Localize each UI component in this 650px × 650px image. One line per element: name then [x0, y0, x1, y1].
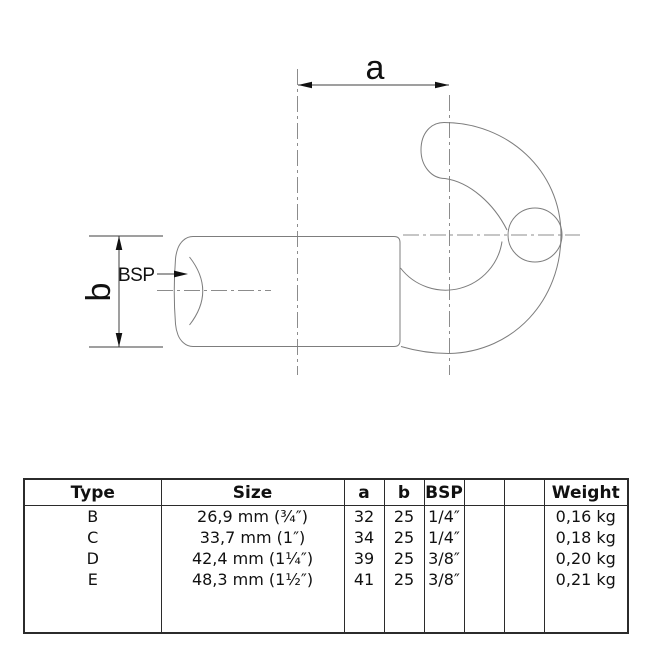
table-row: [24, 569, 628, 590]
cell-a: 41: [344, 569, 384, 590]
cell-b: 25: [384, 527, 424, 548]
cell-a: 39: [344, 548, 384, 569]
cell-type: B: [87, 507, 99, 526]
cell-b: 25: [384, 506, 424, 528]
cell-weight: 0,21 kg: [544, 569, 628, 590]
spec-table: [23, 478, 629, 634]
cell-weight: 0,18 kg: [544, 527, 628, 548]
dim-a-label: a: [365, 49, 385, 87]
cell-b: 25: [384, 569, 424, 590]
header-empty-1: [464, 479, 504, 506]
cell-empty-1: [464, 569, 504, 590]
dim-b-label: b: [80, 282, 118, 302]
header-a: a: [344, 479, 384, 506]
header-type: Type: [24, 479, 161, 506]
cell-a: 32: [344, 506, 384, 528]
dimension-a: [298, 49, 449, 88]
cell-size: 33,7 mm (1″): [161, 527, 344, 548]
cell-weight: 0,16 kg: [544, 506, 628, 528]
cell-bsp: 3/8″: [424, 548, 464, 569]
cell-bsp: 1/4″: [424, 506, 464, 528]
table-row: [24, 527, 628, 548]
cell-size: 42,4 mm (1¼″): [161, 548, 344, 569]
cell-empty-1: [464, 527, 504, 548]
cell-empty-2: [504, 506, 544, 528]
dim-a-arrow-left: [298, 82, 312, 89]
bsp-arrow-head: [174, 271, 188, 278]
cell-type: E: [87, 570, 98, 589]
hook-inner-arc: [401, 242, 503, 291]
cell-empty-2: [504, 527, 544, 548]
sleeve-outline: [174, 237, 400, 347]
fitting-outline: [174, 123, 562, 354]
cell-empty-1: [464, 548, 504, 569]
header-size: Size: [161, 479, 344, 506]
cell-a: 34: [344, 527, 384, 548]
dim-b-arrow-top: [116, 236, 123, 250]
hook-outline: [401, 123, 561, 354]
table-spacer-row: [24, 590, 628, 633]
bsp-label: BSP: [118, 265, 155, 286]
cell-weight: 0,20 kg: [544, 548, 628, 569]
cell-size: 48,3 mm (1½″): [161, 569, 344, 590]
dimension-b: [80, 236, 163, 347]
header-empty-2: [504, 479, 544, 506]
cell-size: 26,9 mm (¾″): [161, 506, 344, 528]
center-lines: [157, 69, 580, 375]
cell-bsp: 3/8″: [424, 569, 464, 590]
cell-type: D: [86, 549, 99, 568]
cell-bsp: 1/4″: [424, 527, 464, 548]
cell-empty-1: [464, 506, 504, 528]
dim-a-arrow-right: [435, 82, 449, 89]
table-row: [24, 548, 628, 569]
table-row: [24, 506, 628, 528]
cell-empty-2: [504, 569, 544, 590]
header-bsp: BSP: [424, 479, 464, 506]
header-weight: Weight: [544, 479, 628, 506]
spec-table-header-row: [24, 479, 628, 506]
header-b: b: [384, 479, 424, 506]
cell-empty-2: [504, 548, 544, 569]
cell-type: C: [87, 528, 99, 547]
dim-b-arrow-bottom: [116, 333, 123, 347]
bsp-callout: [118, 265, 188, 286]
cell-b: 25: [384, 548, 424, 569]
